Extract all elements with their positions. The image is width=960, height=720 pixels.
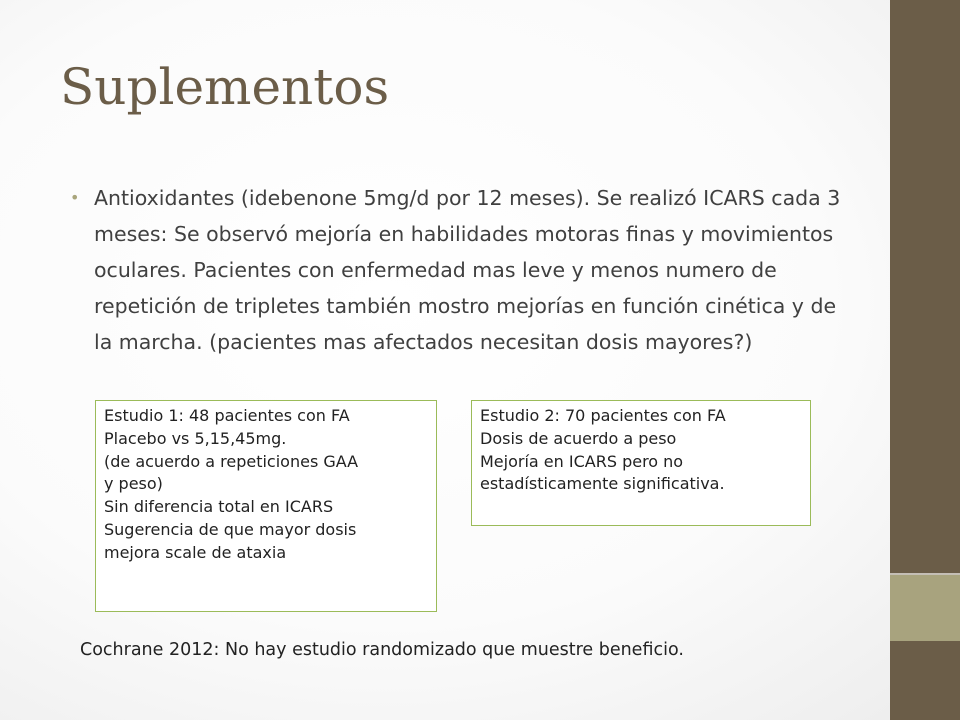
sidebar-middle-block xyxy=(890,575,960,641)
study-2-box xyxy=(471,400,811,526)
study-2-line: Mejoría en ICARS pero no xyxy=(480,451,684,471)
bullet-text: Antioxidantes (idebenone 5mg/d por 12 meses). Se realizó ICARS cada 3 meses: Se observó mejoría en habilidades motoras finas y movimientos oculares. Pacientes con enfermedad mas leve y menos numero de repetición de tripletes también mostro mejorías en función cinética y de la marcha. (pacientes mas afectados necesitan dosis mayores?) xyxy=(94,186,841,354)
study-1-line: Placebo vs 5,15,45mg. xyxy=(104,428,287,448)
bullet-icon: • xyxy=(70,188,80,207)
sidebar-bottom-block xyxy=(890,641,960,720)
study-1-line: y peso) xyxy=(104,474,163,494)
study-1-line: Estudio 1: 48 pacientes con FA xyxy=(104,406,350,425)
cochrane-footnote: Cochrane 2012: No hay estudio randomizado que muestre beneficio. xyxy=(80,640,684,660)
study-2-line: Estudio 2: 70 pacientes con FA xyxy=(480,406,726,425)
study-1-line: Sin diferencia total en ICARS xyxy=(104,497,334,517)
study-1-line: mejora scale de ataxia xyxy=(104,542,287,562)
bullet-item xyxy=(70,180,860,360)
study-2-line: Dosis de acuerdo a peso xyxy=(480,428,677,448)
study-1-line: Sugerencia de que mayor dosis xyxy=(104,519,357,539)
study-1-line: (de acuerdo a repeticiones GAA xyxy=(104,451,359,471)
sidebar-decoration xyxy=(890,0,960,720)
slide-title: Suplementos xyxy=(60,58,390,116)
study-2-line: estadísticamente significativa. xyxy=(480,474,725,494)
study-1-box xyxy=(95,400,437,612)
sidebar-top-block xyxy=(890,0,960,575)
